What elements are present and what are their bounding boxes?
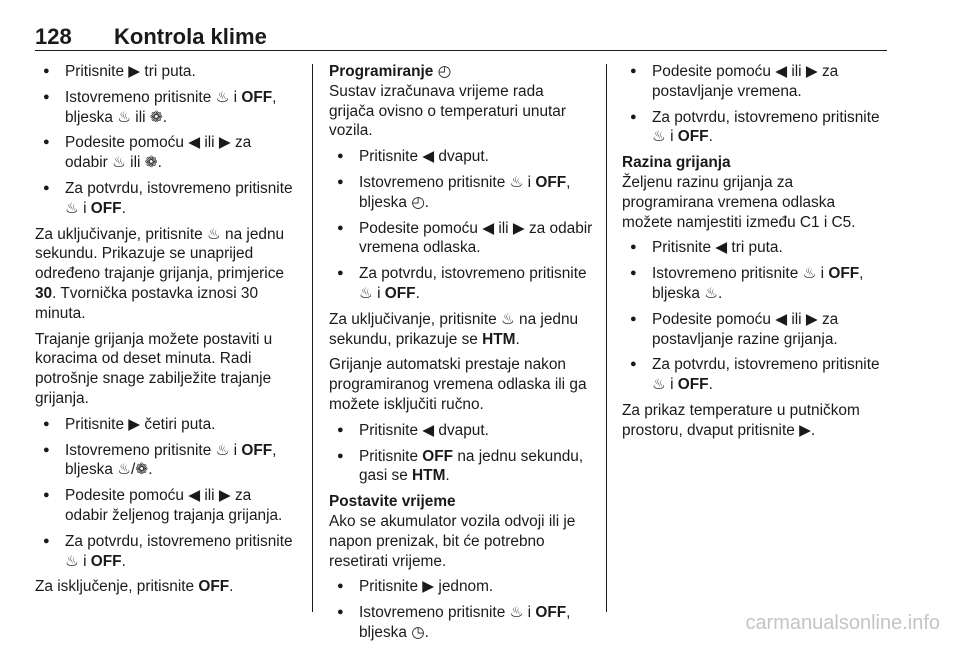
heater-icon: ♨ [65, 198, 79, 217]
heater-icon: ♨ [117, 107, 131, 126]
text-run: . [162, 108, 167, 126]
text-run: / [131, 461, 136, 479]
list-item [35, 441, 297, 481]
text-run: ili [200, 487, 219, 505]
text-run: . [229, 578, 234, 596]
text-run: i [78, 199, 91, 217]
clock-icon: ◷ [411, 622, 425, 641]
text-run: i [816, 265, 829, 283]
text-run: na jednu sekundu, prikazuje se [329, 310, 579, 348]
heater-icon: ♨ [206, 224, 221, 243]
right-arrow-icon: ▶ [512, 218, 525, 237]
bold-term: OFF [422, 447, 454, 465]
bold-term: OFF [677, 376, 709, 394]
text-run: ili [125, 154, 145, 172]
bullet-list [35, 415, 297, 572]
heater-icon: ♨ [509, 603, 524, 622]
fan-icon: ❁ [135, 460, 149, 479]
paragraph [329, 355, 593, 414]
page-number: 128 [35, 24, 72, 49]
bullet-list [35, 62, 297, 219]
section-heading: Programiranje [329, 63, 438, 80]
paragraph [622, 153, 887, 232]
bullet-list [329, 147, 593, 304]
list-item [622, 264, 887, 304]
text-run: i [372, 284, 385, 302]
left-arrow-icon: ◀ [188, 486, 201, 505]
left-arrow-icon: ◀ [482, 218, 495, 237]
list-item [329, 421, 593, 441]
text-run: . [445, 467, 450, 485]
list-item [622, 355, 887, 395]
text-run: . [515, 330, 520, 348]
paragraph [35, 330, 297, 409]
text-run: Pritisnite [65, 415, 129, 433]
text-run: ili [494, 219, 513, 237]
text-run: dvaput. [434, 148, 489, 166]
column-divider [606, 64, 607, 612]
bold-term: HTM [482, 330, 516, 348]
list-item [35, 62, 297, 82]
text-run: Istovremeno pritisnite [652, 265, 803, 283]
timer-icon: ◴ [437, 62, 452, 80]
heater-icon: ♨ [117, 460, 131, 479]
heater-icon: ♨ [802, 264, 817, 283]
text-run: Za potvrdu, istovremeno pritisnite [652, 356, 880, 374]
text-run: Pritisnite [359, 148, 423, 166]
text-run: Podesite pomoću [652, 63, 776, 80]
bold-term: OFF [90, 552, 122, 570]
text-run: . [708, 376, 713, 394]
bullet-list [622, 238, 887, 395]
list-item [622, 310, 887, 350]
text-run: ili [787, 63, 806, 80]
bold-term: OFF [241, 441, 273, 459]
right-arrow-icon: ▶ [128, 414, 141, 433]
text-run: i [523, 604, 536, 622]
paragraph [35, 577, 297, 597]
heater-icon: ♨ [652, 127, 666, 146]
list-item [329, 603, 593, 643]
text-run: . [157, 154, 162, 172]
bold-term: 30 [35, 284, 53, 302]
left-arrow-icon: ◀ [715, 238, 728, 257]
text-run: tri puta. [140, 63, 196, 80]
text-run: . [121, 199, 126, 217]
bold-term: OFF [384, 284, 416, 302]
text-run: Istovremeno pritisnite [359, 173, 510, 191]
text-run: ili [200, 134, 219, 152]
bold-term: OFF [241, 88, 273, 106]
left-arrow-icon: ◀ [188, 133, 201, 152]
list-item [622, 62, 887, 102]
header-rule [35, 50, 887, 51]
text-run: Za potvrdu, istovremeno pritisnite [359, 265, 587, 283]
text-run: Za potvrdu, istovremeno pritisnite [65, 179, 293, 197]
text-run: Istovremeno pritisnite [65, 441, 216, 459]
text-run: i [665, 376, 678, 394]
text-run: Željenu razinu grijanja za programirana vremena odlaska možete namjestiti između C1 i C5. [622, 173, 856, 231]
list-item [329, 219, 593, 259]
text-run: za postavljanje razine grijanja. [652, 310, 839, 348]
bold-term: OFF [828, 265, 860, 283]
heater-icon: ♨ [500, 309, 515, 328]
text-run: . [424, 623, 429, 641]
text-run: Podesite pomoću [359, 219, 483, 237]
heater-icon: ♨ [359, 283, 373, 302]
text-run: Istovremeno pritisnite [359, 604, 510, 622]
bold-term: HTM [412, 467, 446, 485]
bullet-list [329, 421, 593, 486]
fan-icon: ❁ [144, 153, 158, 172]
bold-term: OFF [535, 173, 567, 191]
heater-icon: ♨ [112, 153, 126, 172]
right-arrow-icon: ▶ [805, 309, 818, 328]
paragraph [329, 492, 593, 571]
text-run: . [415, 284, 420, 302]
text-run: Pritisnite [359, 421, 423, 439]
list-item [329, 147, 593, 167]
column-1 [35, 62, 297, 603]
text-run: , bljeska [65, 441, 277, 479]
right-arrow-icon: ▶ [128, 62, 141, 80]
text-run: , bljeska [652, 265, 864, 302]
bold-term: OFF [535, 604, 567, 622]
text-run: Pritisnite [65, 63, 129, 80]
text-run: . [708, 128, 713, 146]
bullet-list [622, 62, 887, 147]
text-run: i [229, 441, 242, 459]
text-run: dvaput. [434, 421, 489, 439]
section-heading: Razina grijanja [622, 154, 731, 172]
list-item [35, 532, 297, 572]
text-run: Pritisnite [652, 239, 716, 257]
list-item [622, 108, 887, 148]
page-title: Kontrola klime [114, 24, 267, 49]
text-run: ili [787, 310, 806, 328]
list-item [622, 238, 887, 258]
text-run: . [718, 284, 723, 302]
text-run: na jednu sekundu, gasi se [359, 447, 584, 485]
text-run: Istovremeno pritisnite [65, 88, 216, 106]
text-run: , bljeska [65, 88, 277, 126]
heater-icon: ♨ [215, 87, 230, 106]
paragraph [329, 310, 593, 350]
text-run: Za uključivanje, pritisnite [329, 310, 501, 328]
text-run: Za prikaz temperature u putničkom prostoru, dvaput pritisnite [622, 401, 860, 439]
heater-icon: ♨ [509, 172, 524, 191]
text-run: za odabir [65, 134, 252, 172]
text-run: Trajanje grijanja možete postaviti u koracima od deset minuta. Radi potrošnje snage zabilježite trajanje grijanja. [35, 330, 273, 407]
text-run: jednom. [434, 578, 494, 596]
right-arrow-icon: ▶ [422, 577, 435, 596]
text-run: i [523, 173, 536, 191]
list-item [35, 179, 297, 219]
text-run: na jednu sekundu. Prikazuje se unaprijed određeno trajanje grijanja, primjerice [35, 225, 285, 283]
right-arrow-icon: ▶ [218, 486, 231, 505]
list-item [329, 447, 593, 487]
text-run: za postavljanje vremena. [652, 63, 839, 100]
paragraph [35, 225, 297, 324]
text-run: Za isključenje, pritisnite [35, 578, 199, 596]
list-item [35, 88, 297, 128]
left-arrow-icon: ◀ [422, 420, 435, 439]
text-run: . Tvornička postavka iznosi 30 minuta. [35, 284, 259, 322]
bold-term: OFF [677, 128, 709, 146]
text-run: i [229, 88, 242, 106]
list-item [35, 415, 297, 435]
list-item [329, 577, 593, 597]
column-2 [329, 62, 593, 649]
left-arrow-icon: ◀ [775, 62, 788, 80]
text-run: tri puta. [727, 239, 783, 257]
text-run: Sustav izračunava vrijeme rada grijača ovisno o temperaturi unutar vozila. [329, 82, 566, 140]
text-run: Podesite pomoću [65, 134, 189, 152]
right-arrow-icon: ▶ [218, 133, 231, 152]
fan-icon: ❁ [149, 107, 163, 126]
text-run: ili [131, 108, 150, 126]
text-run: Podesite pomoću [65, 487, 189, 505]
text-run: Ako se akumulator vozila odvoji ili je napon prenizak, bit će potrebno resetirati vrijeme. [329, 512, 576, 570]
text-run: . [121, 552, 126, 570]
timer-icon: ◴ [411, 192, 425, 211]
text-run: . [148, 461, 153, 479]
paragraph [622, 401, 887, 441]
column-divider [312, 64, 313, 612]
text-run: Za uključivanje, pritisnite [35, 225, 207, 243]
column-3 [622, 62, 887, 447]
text-run: , bljeska [359, 604, 571, 641]
text-run: četiri puta. [140, 415, 216, 433]
list-item [329, 264, 593, 304]
watermark: carmanualsonline.info [745, 612, 940, 634]
text-run: za odabir željenog trajanja grijanja. [65, 487, 283, 524]
list-item [35, 133, 297, 173]
text-run: Pritisnite [359, 447, 423, 465]
text-run: , bljeska [359, 173, 571, 211]
bullet-list [329, 577, 593, 642]
text-run: . [424, 193, 429, 211]
text-run: Podesite pomoću [652, 310, 776, 328]
text-run: . [810, 421, 816, 439]
bold-term: OFF [90, 199, 122, 217]
heater-icon: ♨ [704, 283, 718, 302]
heater-icon: ♨ [215, 440, 230, 459]
bold-term: OFF [198, 578, 230, 596]
heater-icon: ♨ [652, 375, 666, 394]
paragraph [329, 62, 593, 141]
section-heading: Postavite vrijeme [329, 493, 456, 511]
text-run: i [78, 552, 91, 570]
list-item [329, 173, 593, 213]
text-run: Za potvrdu, istovremeno pritisnite [65, 532, 293, 550]
text-run: za odabir vremena odlaska. [359, 219, 593, 257]
right-arrow-icon: ▶ [805, 62, 818, 80]
text-run: Pritisnite [359, 578, 423, 596]
left-arrow-icon: ◀ [775, 309, 788, 328]
left-arrow-icon: ◀ [422, 147, 435, 166]
heater-icon: ♨ [65, 551, 79, 570]
text-run: Za potvrdu, istovremeno pritisnite [652, 108, 880, 126]
text-run: Grijanje automatski prestaje nakon programiranog vremena odlaska ili ga možete isključiti ručno. [329, 356, 587, 413]
list-item [35, 486, 297, 526]
right-arrow-icon: ▶ [799, 420, 811, 439]
text-run: i [665, 128, 678, 146]
